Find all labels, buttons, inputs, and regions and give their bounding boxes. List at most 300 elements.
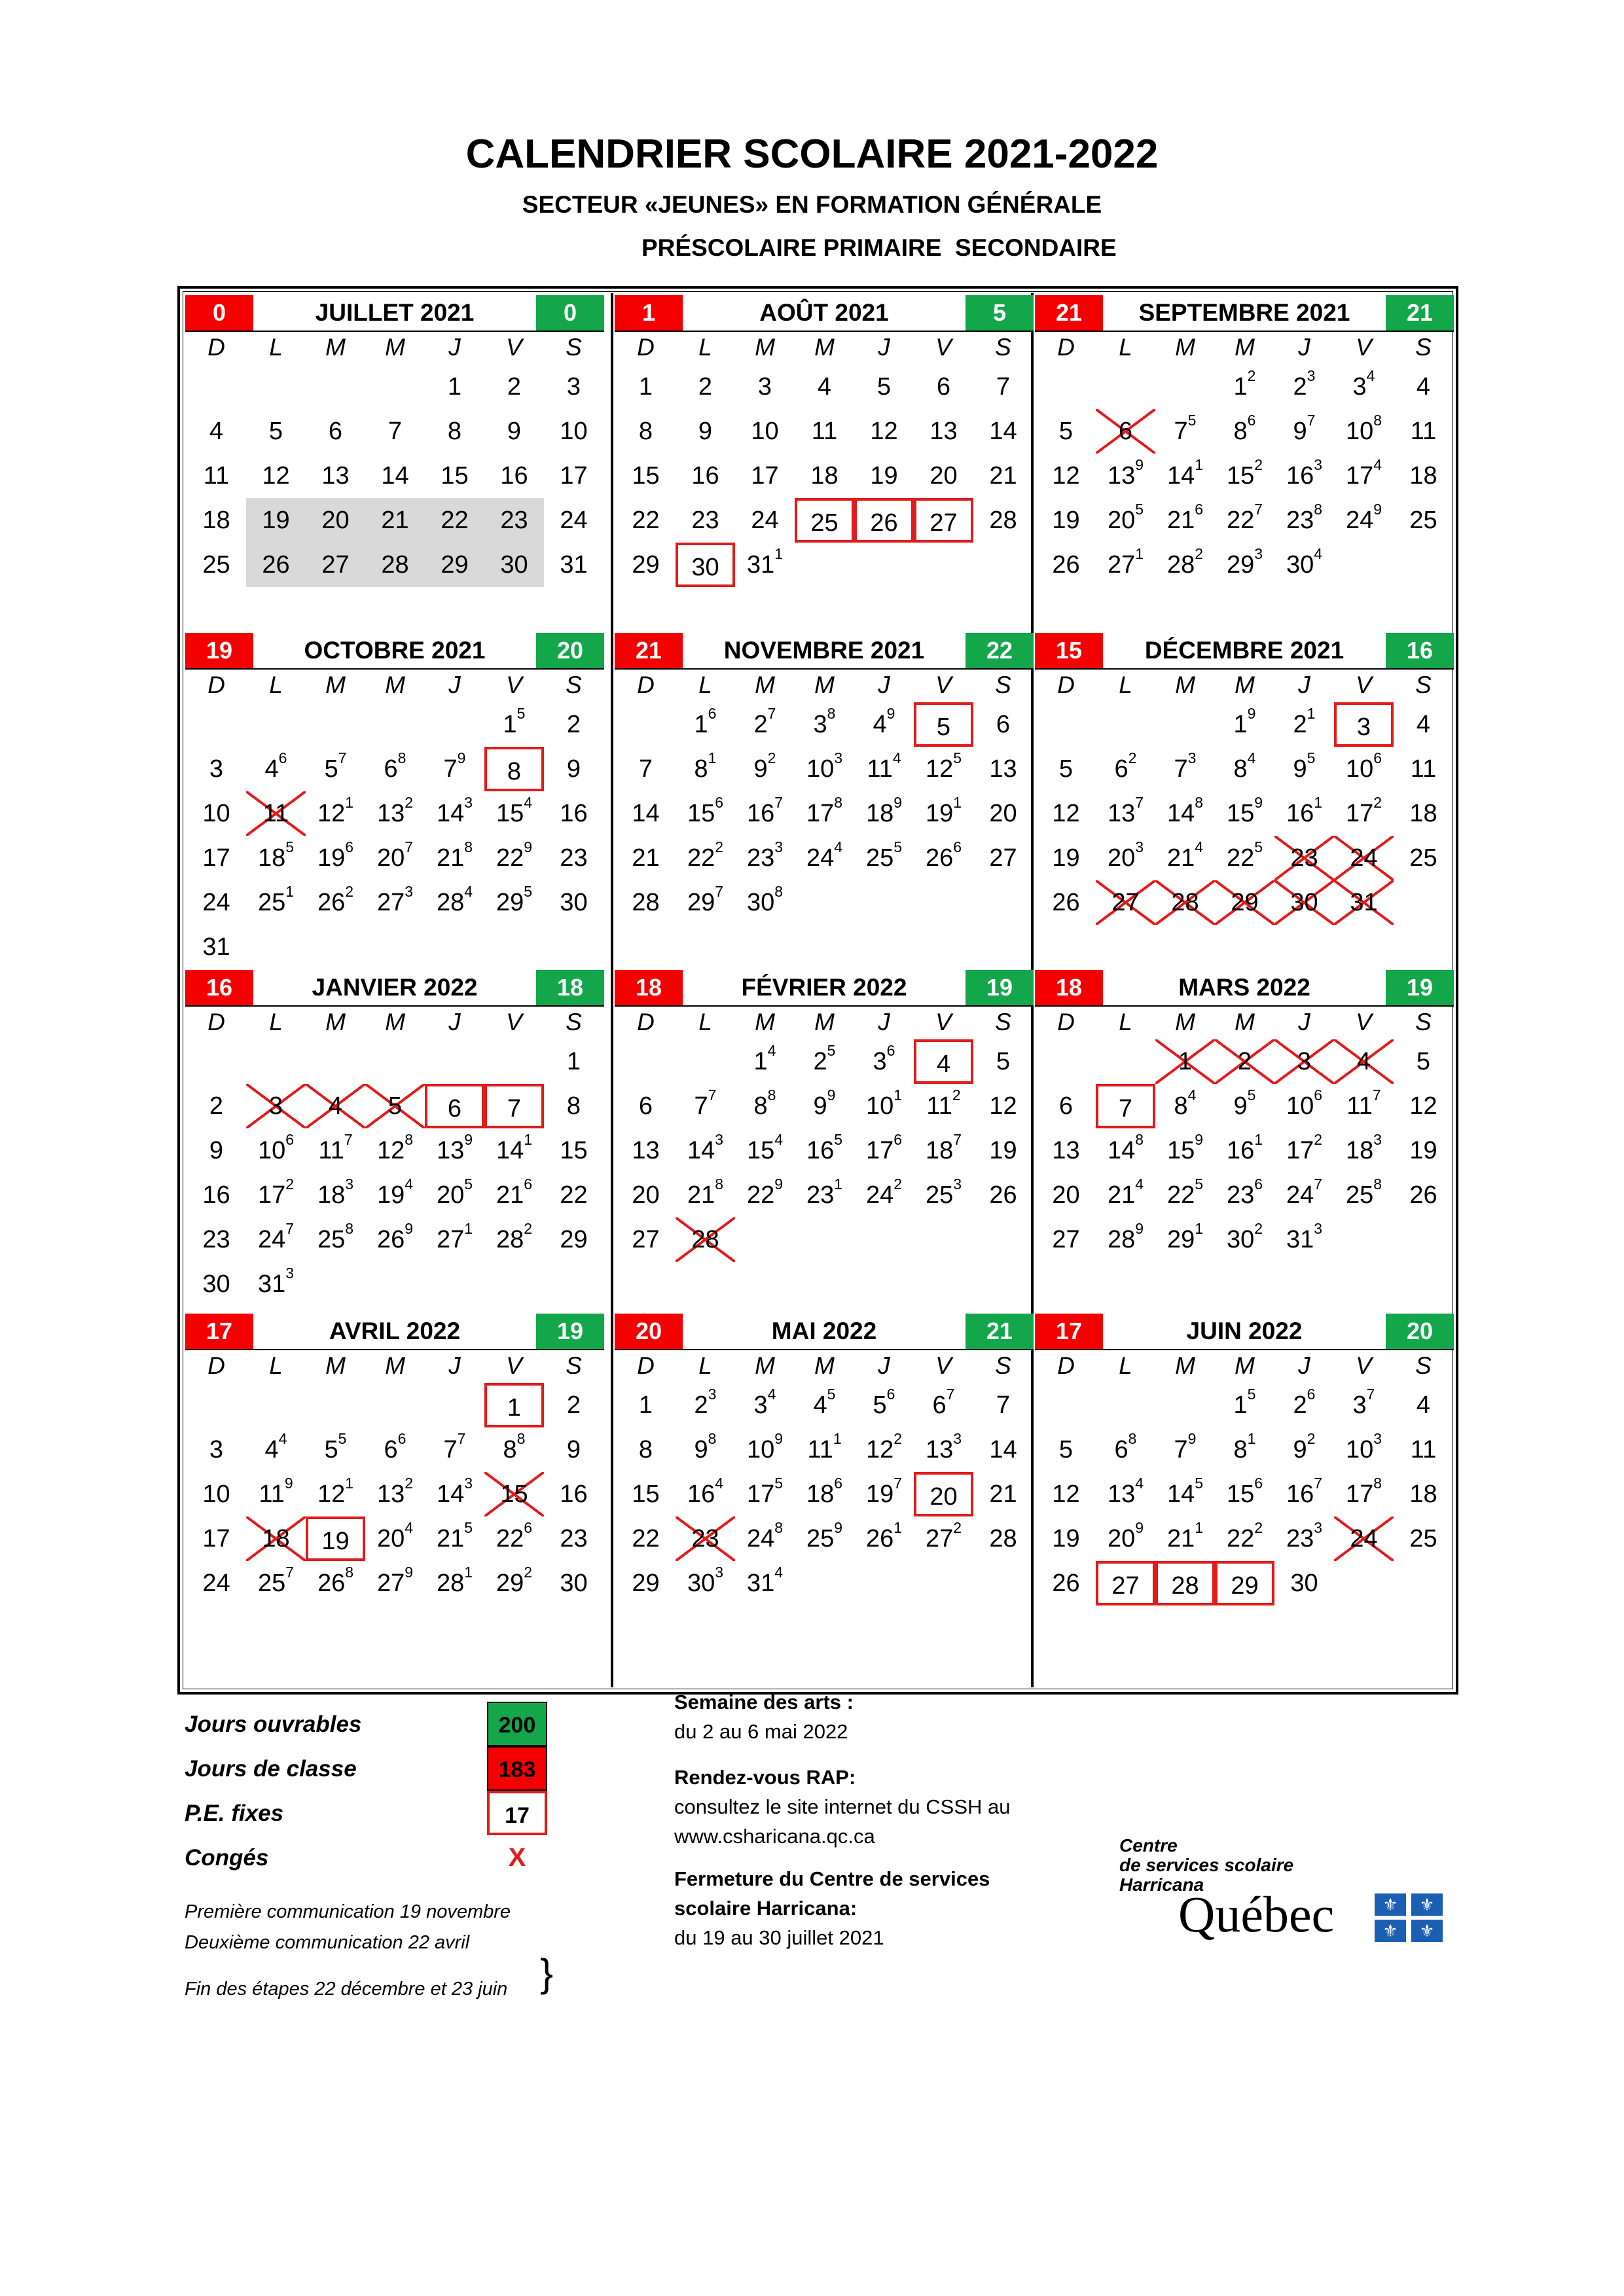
calendar-day: $14^8$ [1107,1131,1144,1164]
calendar-day: 30 [560,889,588,916]
calendar-day: 29 [1215,880,1274,925]
calendar-day: 27 [989,844,1017,872]
calendar-day: $18^3$ [1345,1131,1382,1164]
calendar-day: 5 [876,373,892,401]
weekday-header: L [698,1009,712,1035]
calendar-day: $3^4$ [753,1386,776,1419]
calendar-day: 19 [870,462,898,490]
calendar-day: $1^5$ [1233,1386,1256,1419]
calendar-day: 7 [484,1084,544,1128]
month-block [615,633,1034,960]
calendar-day: 29 [425,543,484,587]
weekday-header: J [878,334,890,361]
calendar-day: $26^9$ [376,1220,414,1253]
fleur-de-lis-icon: ⚜ [1375,1920,1406,1942]
weekday-header: S [566,1009,582,1035]
calendar-day: $29^5$ [496,883,533,916]
calendar-day: $29^2$ [496,1564,533,1597]
calendar-day: 6 [996,711,1011,738]
calendar-day: $22^2$ [687,838,724,872]
calendar-day: 26 [1052,551,1080,579]
calendar-day: 3 [1334,702,1394,747]
weekday-header: L [269,672,283,698]
fleur-de-lis-icon: ⚜ [1411,1920,1443,1942]
calendar-day: 22 [632,507,660,534]
legend-holidays-value: X [508,1843,526,1872]
weekday-header: M [814,1009,835,1035]
calendar-day: 23 [1274,836,1334,880]
calendar-day: 26 [854,498,914,543]
calendar-day: 5 [1058,418,1074,445]
legend-working-days-value: 200 [487,1702,547,1746]
calendar-day: $28^9$ [1107,1220,1144,1253]
weekday-header: D [208,1009,225,1035]
calendar-day: 24 [1334,1516,1394,1561]
month-block [615,295,1034,622]
calendar-day: 26 [246,543,306,587]
calendar-day: $25^3$ [925,1175,962,1209]
working-days-count: 18 [536,970,604,1005]
calendar-day: 4 [914,1039,973,1084]
calendar-day: 4 [209,418,224,445]
calendar-day: $4^6$ [264,749,287,783]
calendar-day: $18^5$ [257,838,295,872]
calendar-day: 26 [1052,1570,1080,1597]
calendar-day: 3 [246,1084,306,1128]
calendar-day: 20 [929,462,958,490]
calendar-day: 2 [1215,1039,1274,1084]
calendar-day: $2^7$ [753,705,776,738]
weekday-header: J [1298,1009,1310,1035]
calendar-day: 15 [560,1137,588,1164]
calendar-day: $6^7$ [932,1386,955,1419]
calendar-day: 15 [632,1480,660,1508]
calendar-day: 23 [560,844,588,872]
calendar-day: $17^2$ [1286,1131,1323,1164]
month-header [1035,970,1454,1007]
working-days-count: 21 [965,1314,1034,1349]
weekday-header: V [506,1009,522,1035]
month-header [1035,633,1454,670]
calendar-day: 1 [566,1048,581,1075]
calendar-day: 24 [202,889,230,916]
calendar-day: 31 [1334,880,1394,925]
calendar-day: $24^7$ [257,1220,295,1253]
calendar-day: 12 [1052,800,1080,827]
class-days-count: 0 [185,295,253,331]
weekday-header: M [1235,334,1255,361]
calendar-day: 1 [1155,1039,1215,1084]
weekday-header: M [814,672,835,698]
calendar-day: 18 [202,507,230,534]
class-days-count: 18 [1035,970,1103,1005]
weekday-header: V [1356,672,1372,698]
working-days-count: 20 [536,633,604,668]
calendar-day: $27^1$ [1107,545,1144,579]
month-header [185,970,604,1007]
calendar-day: $3^7$ [1352,1386,1375,1419]
calendar-day: 21 [989,462,1017,490]
calendar-day: $11^7$ [1346,1086,1381,1120]
calendar-day: 16 [560,800,588,827]
calendar-day: $24^9$ [1345,501,1382,534]
calendar-day: 31 [202,933,230,961]
calendar-day: $5^7$ [324,749,347,783]
fleur-de-lis-icon: ⚜ [1411,1893,1443,1916]
fleur-de-lis-icon: ⚜ [1375,1893,1406,1916]
calendar-day: $8^6$ [1233,412,1256,445]
calendar-day: 18 [810,462,839,490]
weekday-header: M [814,1352,835,1379]
calendar-day: $16^4$ [687,1475,724,1508]
calendar-day: $13^9$ [436,1131,473,1164]
calendar-day: $20^9$ [1107,1519,1144,1552]
calendar-day: $27^3$ [376,883,414,916]
month-header [615,970,1034,1007]
end-terms-brace-icon: } [540,1951,554,1995]
calendar-day: 28 [365,543,425,587]
calendar-day: $7^3$ [1174,749,1197,783]
calendar-day: $20^3$ [1107,838,1144,872]
calendar-day: $17^6$ [865,1131,903,1164]
class-days-count: 21 [615,633,683,668]
calendar-day: 17 [202,1525,230,1552]
calendar-day: $28^2$ [496,1220,533,1253]
calendar-day: 3 [566,373,581,401]
calendar-day: $17^4$ [1345,456,1382,490]
class-days-count: 18 [615,970,683,1005]
calendar-day: 20 [914,1472,973,1516]
month-name: JANVIER 2022 [312,974,478,1001]
weekday-header: M [755,1009,775,1035]
calendar-day: $4^5$ [813,1386,836,1419]
calendar-day: 7 [388,418,403,445]
calendar-day: 10 [560,418,588,445]
weekday-header: M [755,1352,775,1379]
calendar-day: $22^5$ [1166,1175,1204,1209]
weekday-header: M [755,334,775,361]
month-name: OCTOBRE 2021 [304,637,486,664]
working-days-count: 0 [536,295,604,331]
calendar-day: $21^8$ [436,838,473,872]
calendar-day: 9 [566,755,581,783]
month-name: SEPTEMBRE 2021 [1138,299,1350,326]
calendar-day: $15^4$ [746,1131,784,1164]
calendar-day: 12 [870,418,898,445]
working-days-count: 20 [1386,1314,1454,1349]
calendar-day: 4 [1416,711,1431,738]
calendar-day: $14^3$ [436,794,473,827]
working-days-count: 5 [965,295,1034,331]
calendar-day: $17^8$ [806,794,843,827]
legend-holidays-label: Congés [185,1845,269,1871]
calendar-day: $22^9$ [746,1175,784,1209]
calendar-day: 22 [425,498,484,543]
calendar-day: $28^2$ [1166,545,1204,579]
month-name: JUIN 2022 [1186,1318,1303,1344]
calendar-day: $15^2$ [1226,456,1263,490]
month-header [615,1314,1034,1350]
calendar-day: 12 [262,462,290,490]
calendar-day: 29 [632,551,660,579]
month-block [185,633,604,960]
weekday-header: L [269,1352,283,1379]
month-block [615,970,1034,1297]
calendar-day: $30^8$ [746,883,784,916]
calendar-day: $29^7$ [687,883,724,916]
calendar-day: $22^7$ [1226,501,1263,534]
month-name: AVRIL 2022 [329,1318,461,1344]
weekday-header: M [325,1009,346,1035]
calendar-day: 10 [751,418,779,445]
rap-website: www.csharicana.qc.ca [674,1825,875,1848]
weekday-header: S [566,1352,582,1379]
calendar-day: $14^3$ [687,1131,724,1164]
note-second-communication: Deuxième communication 22 avril [185,1932,470,1953]
calendar-day: 5 [1416,1048,1431,1075]
calendar-day: 11 [246,791,306,836]
calendar-day: 22 [632,1525,660,1552]
calendar-day: $12^5$ [925,749,962,783]
calendar-day: 5 [914,702,973,747]
calendar-day: $26^8$ [317,1564,354,1597]
calendar-day: $19^4$ [376,1175,414,1209]
calendar-day: $19^6$ [317,838,354,872]
calendar-day: 19 [1052,1525,1080,1552]
calendar-day: 19 [306,1516,365,1561]
calendar-day: 28 [989,1525,1017,1552]
weekday-header: L [698,672,712,698]
calendar-day: $10^6$ [1345,749,1382,783]
calendar-day: 27 [1096,880,1155,925]
calendar-day: 30 [560,1570,588,1597]
calendar-day: 17 [202,844,230,872]
calendar-day: 12 [989,1092,1017,1120]
legend-working-days-label: Jours ouvrables [185,1712,362,1737]
weekday-header: V [1356,1009,1372,1035]
calendar-day: 16 [691,462,719,490]
month-header [1035,295,1454,332]
rap-title: Rendez-vous RAP: [674,1766,856,1789]
calendar-day: $13^9$ [1107,456,1144,490]
calendar-day: $28^4$ [436,883,473,916]
calendar-day: $25^1$ [257,883,295,916]
weekday-header: J [878,1352,890,1379]
calendar-day: $13^3$ [925,1430,962,1463]
calendar-day: $30^2$ [1226,1220,1263,1253]
calendar-day: $26^1$ [865,1519,903,1552]
weekday-header: V [935,334,952,361]
weekday-header: J [448,334,461,361]
calendar-day: $11^7$ [318,1131,353,1164]
calendar-day: $7^7$ [443,1430,466,1463]
calendar-day: 19 [989,1137,1017,1164]
weekday-header: M [1175,1352,1195,1379]
calendar-day: $13^2$ [376,794,414,827]
weekday-header: L [269,1009,283,1035]
calendar-day: $10^6$ [1286,1086,1323,1120]
calendar-day: 30 [484,543,544,587]
calendar-day: $21^6$ [496,1175,533,1209]
calendar-day: 1 [484,1383,544,1427]
calendar-day: 15 [484,1472,544,1516]
calendar-day: $17^8$ [1345,1475,1382,1508]
calendar-day: 21 [632,844,660,872]
calendar-day: 5 [1058,1436,1074,1463]
calendar-day: $8^1$ [694,749,717,783]
weekday-header: J [448,1352,461,1379]
month-block [185,295,604,622]
calendar-day: 31 [560,551,588,579]
calendar-day: $27^1$ [436,1220,473,1253]
calendar-day: $22^2$ [1226,1519,1263,1552]
calendar-day: $12^1$ [317,794,354,827]
calendar-day: $28^1$ [436,1564,473,1597]
calendar-day: $23^8$ [1286,501,1323,534]
calendar-day: $22^5$ [1226,838,1263,872]
calendar-day: 21 [989,1480,1017,1508]
calendar-day: 18 [246,1516,306,1561]
weekday-header: M [1235,672,1255,698]
calendar-day: $1^4$ [753,1042,776,1075]
calendar-day: 20 [632,1181,660,1209]
calendar-day: $30^3$ [687,1564,724,1597]
weekday-header: L [698,1352,712,1379]
calendar-day: $8^8$ [753,1086,776,1120]
calendar-day: $12^8$ [376,1131,414,1164]
weekday-header: J [878,1009,890,1035]
legend-class-days-value: 183 [487,1746,547,1791]
weekday-header: D [637,1009,655,1035]
calendar-day: 25 [1409,1525,1437,1552]
weekday-header: M [1175,672,1195,698]
working-days-count: 19 [536,1314,604,1349]
calendar-day: 30 [1290,1570,1318,1597]
calendar-day: 25 [795,498,854,543]
calendar-day: 24 [560,507,588,534]
month-name: MAI 2022 [771,1318,877,1344]
calendar-day: 7 [638,755,653,783]
calendar-day: $13^4$ [1107,1475,1144,1508]
calendar-day: 30 [676,543,735,587]
calendar-day: $23^1$ [806,1175,843,1209]
weekday-header: V [506,672,522,698]
calendar-day: 28 [676,1217,735,1262]
calendar-day: 8 [638,418,653,445]
weekday-header: J [1298,334,1310,361]
weekday-header: S [1415,334,1432,361]
calendar-day: $10^3$ [806,749,843,783]
calendar-day: 23 [202,1226,230,1253]
weekday-header: V [506,334,522,361]
weekday-header: S [566,672,582,698]
calendar-day: $10^1$ [865,1086,903,1120]
calendar-day: $15^9$ [1166,1131,1204,1164]
weekday-header: V [935,1352,952,1379]
calendar-day: $14^5$ [1166,1475,1204,1508]
weekday-header: L [1119,672,1132,698]
calendar-day: 7 [1096,1084,1155,1128]
calendar-day: $2^3$ [694,1386,717,1419]
weekday-header: M [385,672,405,698]
calendar-day: 10 [202,800,230,827]
weekday-header: M [325,672,346,698]
calendar-day: 14 [381,462,409,490]
calendar-day: $21^4$ [1107,1175,1144,1209]
calendar-day: 11 [1410,1436,1437,1463]
weekday-header: M [1235,1009,1255,1035]
closing-title-line1: Fermeture du Centre de services [674,1867,990,1890]
weekday-header: D [1057,1009,1075,1035]
calendar-day: $9^5$ [1233,1086,1256,1120]
calendar-day: 16 [500,462,528,490]
calendar-day: 11 [203,462,230,490]
weekday-header: D [208,1352,225,1379]
calendar-day: $15^6$ [687,794,724,827]
calendar-day: 29 [560,1226,588,1253]
calendar-day: $15^6$ [1226,1475,1263,1508]
calendar-day: 12 [1052,1480,1080,1508]
calendar-day: 1 [447,373,462,401]
weekday-header: S [995,672,1011,698]
calendar-day: $16^3$ [1286,456,1323,490]
calendar-day: 25 [1409,507,1437,534]
calendar-day: $17^5$ [746,1475,784,1508]
class-days-count: 21 [1035,295,1103,331]
calendar-day: 13 [1052,1137,1080,1164]
month-header [185,295,604,332]
calendar-day: $1^5$ [503,705,526,738]
calendar-day: $27^9$ [376,1564,414,1597]
calendar-day: 4 [1416,1391,1431,1419]
calendar-day: $15^4$ [496,794,533,827]
calendar-day: $14^8$ [1166,794,1204,827]
calendar-day: $7^7$ [694,1086,717,1120]
weekday-header: D [1057,672,1075,698]
weekday-header: M [385,1009,405,1035]
weekday-header: M [325,1352,346,1379]
working-days-count: 22 [965,633,1034,668]
calendar-day: 13 [321,462,350,490]
calendar-day: $1^6$ [694,705,717,738]
calendar-day: 2 [566,1391,581,1419]
month-block [1035,1314,1454,1641]
calendar-day: 27 [1052,1226,1080,1253]
calendar-day: 29 [632,1570,660,1597]
calendar-day: 5 [268,418,283,445]
calendar-day: $8^4$ [1174,1086,1197,1120]
month-name: NOVEMBRE 2021 [723,637,925,664]
calendar-day: 6 [1058,1092,1074,1120]
calendar-day: $13^2$ [376,1475,414,1508]
calendar-day: 17 [751,462,779,490]
calendar-day: $10^3$ [1345,1430,1382,1463]
calendar-day: $4^4$ [264,1430,287,1463]
calendar-day: $1^9$ [1233,705,1256,738]
weekday-header: D [208,672,225,698]
calendar-day: 8 [484,747,544,791]
calendar-day: 13 [929,418,958,445]
calendar-day: 5 [1058,755,1074,783]
calendar-day: $14^1$ [496,1131,533,1164]
working-days-count: 21 [1386,295,1454,331]
month-block [615,1314,1034,1641]
calendar-day: $31^4$ [746,1564,784,1597]
calendar-day: 20 [1052,1181,1080,1209]
calendar-day: 5 [996,1048,1011,1075]
calendar-day: $12^2$ [865,1430,903,1463]
weekday-header: M [1175,334,1195,361]
